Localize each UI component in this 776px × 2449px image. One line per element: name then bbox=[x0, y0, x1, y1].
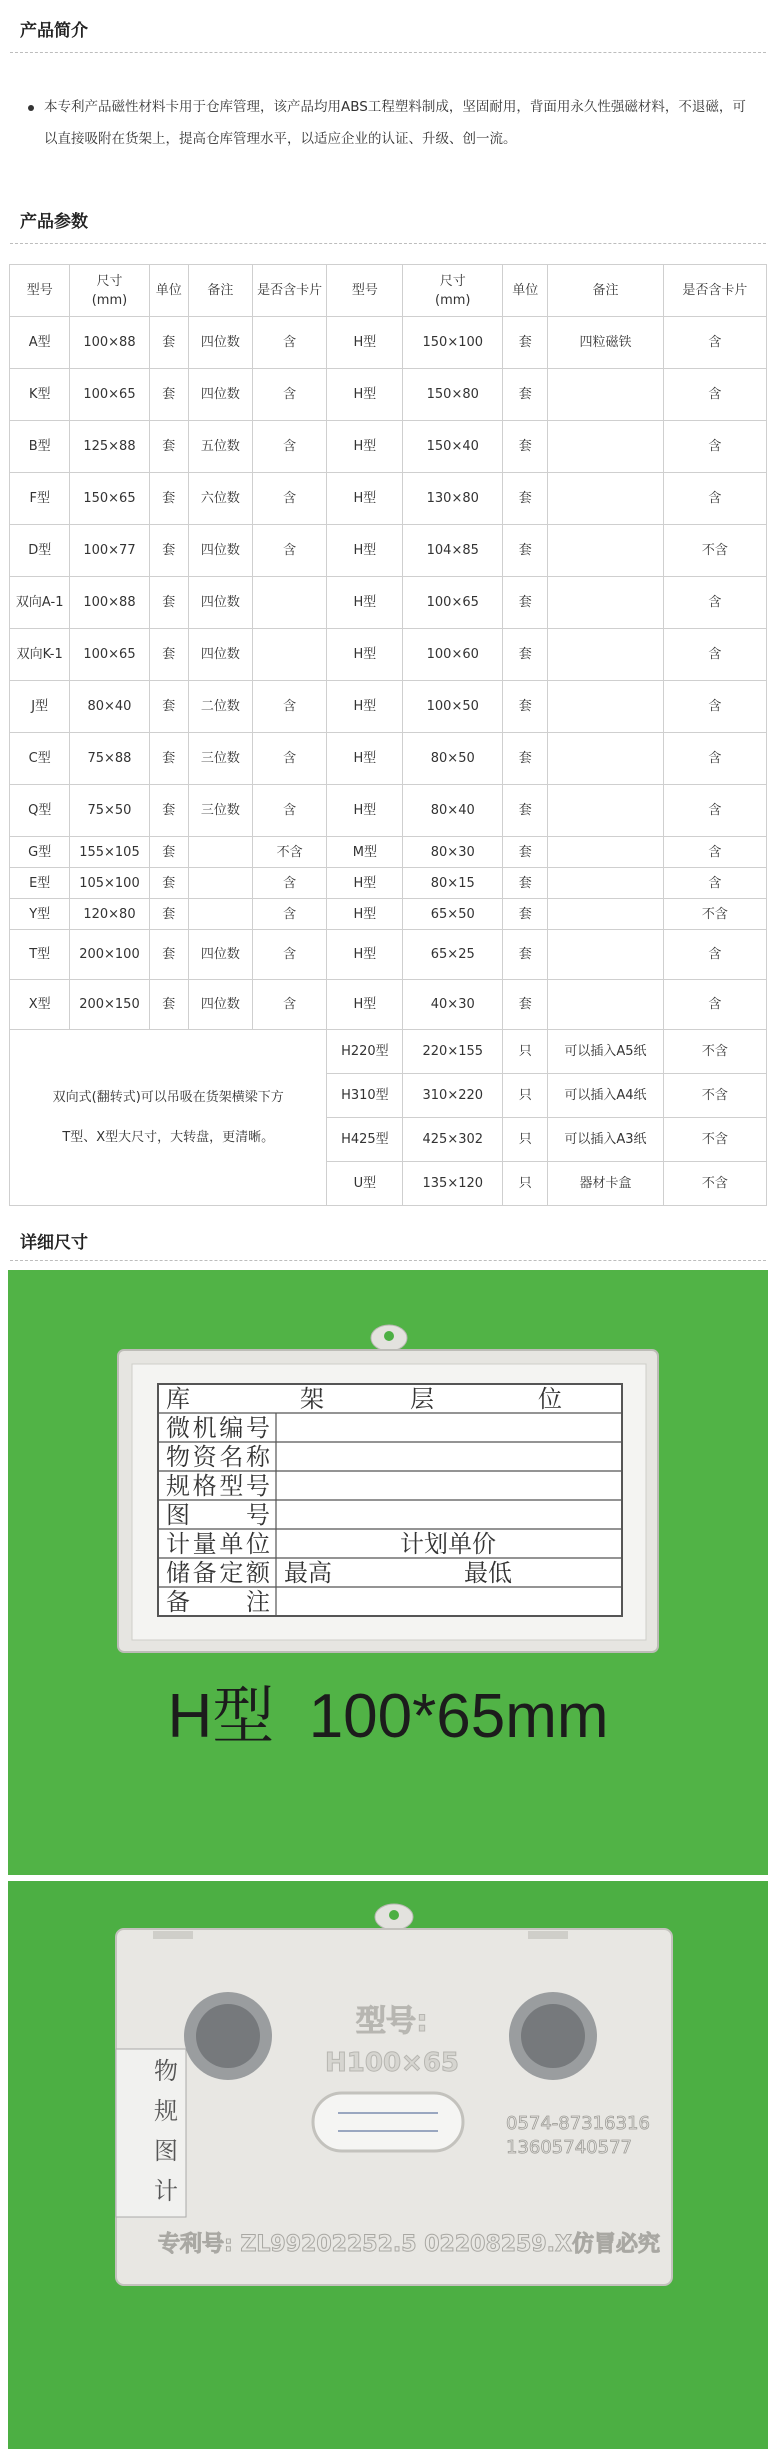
cell-size: 150×40 bbox=[403, 421, 503, 473]
cell-unit: 套 bbox=[149, 577, 189, 629]
cell-card: 含 bbox=[663, 629, 766, 681]
cell-card: 含 bbox=[663, 681, 766, 733]
card-field-label: 计量单位 bbox=[166, 1530, 270, 1558]
cell-card: 含 bbox=[252, 733, 327, 785]
cell-size: 80×40 bbox=[403, 785, 503, 837]
cell-note bbox=[189, 868, 253, 899]
caption-area bbox=[8, 1666, 768, 1755]
cell-model: D型 bbox=[10, 525, 70, 577]
bullet-icon bbox=[28, 105, 34, 111]
cell-model: H型 bbox=[327, 317, 403, 369]
cell-card bbox=[252, 577, 327, 629]
cell-card: 含 bbox=[663, 369, 766, 421]
cell-unit: 套 bbox=[503, 899, 548, 930]
cell-unit: 套 bbox=[503, 525, 548, 577]
cell-size: 65×50 bbox=[403, 899, 503, 930]
table-row bbox=[10, 681, 767, 733]
cell-model: A型 bbox=[10, 317, 70, 369]
cell-size: 100×65 bbox=[70, 369, 149, 421]
cell-note bbox=[548, 733, 663, 785]
card-field-label: 物资名称 bbox=[166, 1443, 270, 1471]
cell-card: 不含 bbox=[663, 1162, 766, 1206]
back-card-photo bbox=[8, 1881, 768, 2449]
hanger-hole bbox=[384, 1331, 394, 1341]
cell-size: 65×25 bbox=[403, 930, 503, 980]
cell-unit: 只 bbox=[503, 1162, 548, 1206]
card-row1-label: 位 bbox=[538, 1385, 562, 1413]
table-row bbox=[10, 868, 767, 899]
cell-unit: 套 bbox=[149, 930, 189, 980]
cell-card: 含 bbox=[663, 868, 766, 899]
table-row bbox=[10, 577, 767, 629]
magnet-right-core bbox=[521, 2004, 585, 2068]
cell-card: 含 bbox=[663, 733, 766, 785]
note-line: 双向式(翻转式)可以吊吸在货架横梁下方 bbox=[52, 1089, 284, 1105]
header-unit: 单位 bbox=[503, 265, 548, 317]
card-field-label: 储备定额 bbox=[166, 1559, 270, 1587]
cell-note: 五位数 bbox=[189, 421, 253, 473]
cell-note bbox=[548, 930, 663, 980]
table-row bbox=[10, 629, 767, 681]
cell-model: J型 bbox=[10, 681, 70, 733]
cell-note bbox=[548, 421, 663, 473]
table-row bbox=[10, 317, 767, 369]
cell-size: 100×60 bbox=[403, 629, 503, 681]
cell-size: 75×88 bbox=[70, 733, 149, 785]
cell-unit: 套 bbox=[149, 421, 189, 473]
cell-size: 200×150 bbox=[70, 980, 149, 1030]
table-row bbox=[10, 980, 767, 1030]
cell-card: 含 bbox=[252, 421, 327, 473]
cell-size: 135×120 bbox=[403, 1162, 503, 1206]
cell-unit: 套 bbox=[503, 473, 548, 525]
phone-text: 13605740577 bbox=[506, 2137, 632, 2158]
cell-size: 150×65 bbox=[70, 473, 149, 525]
model-value-text: H100×65 bbox=[325, 2048, 459, 2078]
cell-card: 含 bbox=[663, 980, 766, 1030]
cell-model: Y型 bbox=[10, 899, 70, 930]
section-title-detail: 详细尺寸 bbox=[20, 1233, 88, 1253]
table-row bbox=[10, 525, 767, 577]
cell-size: 80×40 bbox=[70, 681, 149, 733]
cell-note: 可以插入A5纸 bbox=[548, 1030, 663, 1074]
peek-label: 规 bbox=[154, 2097, 178, 2125]
cell-note bbox=[548, 899, 663, 930]
divider bbox=[10, 243, 766, 244]
cell-size: 105×100 bbox=[70, 868, 149, 899]
cell-model: B型 bbox=[10, 421, 70, 473]
cell-unit: 套 bbox=[503, 785, 548, 837]
cell-unit: 套 bbox=[503, 681, 548, 733]
hanger-hole bbox=[389, 1910, 399, 1920]
cell-unit: 只 bbox=[503, 1118, 548, 1162]
cell-unit: 套 bbox=[149, 473, 189, 525]
cell-card: 含 bbox=[252, 930, 327, 980]
cell-model: C型 bbox=[10, 733, 70, 785]
cell-unit: 套 bbox=[149, 868, 189, 899]
cell-note bbox=[548, 837, 663, 868]
cell-unit: 套 bbox=[149, 369, 189, 421]
section-title-params: 产品参数 bbox=[20, 212, 88, 232]
cell-size: 100×88 bbox=[70, 317, 149, 369]
model-label-text: 型号: bbox=[356, 2004, 428, 2039]
cell-note bbox=[548, 785, 663, 837]
magnet-left-core bbox=[196, 2004, 260, 2068]
cell-model: H220型 bbox=[327, 1030, 403, 1074]
cell-card: 含 bbox=[252, 317, 327, 369]
cell-note bbox=[548, 980, 663, 1030]
peek-label: 图 bbox=[154, 2137, 178, 2165]
cell-size: 100×77 bbox=[70, 525, 149, 577]
cell-model: H型 bbox=[327, 525, 403, 577]
cell-size: 125×88 bbox=[70, 421, 149, 473]
cell-unit: 套 bbox=[503, 837, 548, 868]
peek-label: 计 bbox=[154, 2177, 178, 2205]
cell-unit: 套 bbox=[503, 317, 548, 369]
cell-card: 含 bbox=[252, 868, 327, 899]
cell-note bbox=[548, 868, 663, 899]
clip-tab bbox=[153, 1931, 193, 1939]
product-photo-front bbox=[8, 1270, 768, 1875]
cell-unit: 套 bbox=[149, 837, 189, 868]
cell-note bbox=[548, 629, 663, 681]
cell-model: H型 bbox=[327, 733, 403, 785]
cell-model: E型 bbox=[10, 868, 70, 899]
cell-card: 含 bbox=[252, 473, 327, 525]
cell-unit: 套 bbox=[149, 525, 189, 577]
cell-unit: 套 bbox=[503, 369, 548, 421]
header-note: 备注 bbox=[189, 265, 253, 317]
cell-model: H型 bbox=[327, 577, 403, 629]
cell-unit: 只 bbox=[503, 1030, 548, 1074]
cell-size: 40×30 bbox=[403, 980, 503, 1030]
cell-note: 可以插入A4纸 bbox=[548, 1074, 663, 1118]
table-row bbox=[10, 1030, 767, 1074]
header-card: 是否含卡片 bbox=[252, 265, 327, 317]
cell-size: 200×100 bbox=[70, 930, 149, 980]
phone-text: 0574-87316316 bbox=[506, 2113, 650, 2134]
cell-model: Q型 bbox=[10, 785, 70, 837]
cell-card: 不含 bbox=[663, 899, 766, 930]
cell-model: H型 bbox=[327, 629, 403, 681]
size-caption: H型 100*65mm bbox=[167, 1682, 609, 1751]
cell-size: 310×220 bbox=[403, 1074, 503, 1118]
cell-card: 不含 bbox=[663, 1074, 766, 1118]
cell-size: 75×50 bbox=[70, 785, 149, 837]
cell-note bbox=[189, 899, 253, 930]
table-row bbox=[10, 930, 767, 980]
table-row bbox=[10, 899, 767, 930]
card-min-label: 最低 bbox=[464, 1559, 512, 1587]
cell-note: 四位数 bbox=[189, 629, 253, 681]
cell-unit: 套 bbox=[149, 899, 189, 930]
cell-note: 四位数 bbox=[189, 317, 253, 369]
cell-card: 含 bbox=[252, 369, 327, 421]
card-field-label: 图 号 bbox=[166, 1501, 270, 1529]
card-row1-label: 架 bbox=[300, 1385, 324, 1413]
cell-size: 425×302 bbox=[403, 1118, 503, 1162]
cell-size: 80×30 bbox=[403, 837, 503, 868]
window-slot bbox=[313, 2093, 463, 2151]
cell-model: M型 bbox=[327, 837, 403, 868]
cell-note: 四位数 bbox=[189, 577, 253, 629]
note-line: T型、X型大尺寸，大转盘，更清晰。 bbox=[62, 1129, 275, 1145]
cell-model: H型 bbox=[327, 980, 403, 1030]
header-unit: 单位 bbox=[149, 265, 189, 317]
table-header-row bbox=[10, 265, 767, 317]
cell-note: 二位数 bbox=[189, 681, 253, 733]
cell-note: 三位数 bbox=[189, 733, 253, 785]
cell-note: 器材卡盒 bbox=[548, 1162, 663, 1206]
cell-size: 120×80 bbox=[70, 899, 149, 930]
cell-size: 104×85 bbox=[403, 525, 503, 577]
card-max-label: 最高 bbox=[284, 1559, 332, 1587]
cell-size: 155×105 bbox=[70, 837, 149, 868]
cell-model: H型 bbox=[327, 473, 403, 525]
cell-note bbox=[548, 681, 663, 733]
cell-note: 三位数 bbox=[189, 785, 253, 837]
cell-size: 220×155 bbox=[403, 1030, 503, 1074]
cell-model: H型 bbox=[327, 421, 403, 473]
cell-note bbox=[548, 369, 663, 421]
cell-note: 四位数 bbox=[189, 930, 253, 980]
header-size-label: 尺寸 (mm) bbox=[91, 273, 128, 308]
cell-card: 含 bbox=[663, 837, 766, 868]
section-title-intro: 产品简介 bbox=[20, 21, 88, 41]
card-field-label: 备 注 bbox=[166, 1588, 270, 1616]
cell-unit: 套 bbox=[149, 681, 189, 733]
cell-unit: 套 bbox=[503, 733, 548, 785]
intro-block bbox=[0, 53, 776, 191]
cell-unit: 套 bbox=[503, 629, 548, 681]
cell-model: H型 bbox=[327, 681, 403, 733]
cell-card bbox=[252, 629, 327, 681]
cell-card: 含 bbox=[663, 317, 766, 369]
cell-note: 四位数 bbox=[189, 525, 253, 577]
cell-note bbox=[189, 837, 253, 868]
cell-model: X型 bbox=[10, 980, 70, 1030]
cell-card: 含 bbox=[252, 899, 327, 930]
cell-model: F型 bbox=[10, 473, 70, 525]
table-row bbox=[10, 733, 767, 785]
cell-size: 150×100 bbox=[403, 317, 503, 369]
cell-unit: 套 bbox=[503, 421, 548, 473]
patent-text: 专利号: ZL99202252.5 02208259.X仿冒必究 bbox=[158, 2232, 660, 2257]
cell-card: 含 bbox=[252, 980, 327, 1030]
params-table bbox=[9, 264, 767, 1206]
cell-note bbox=[548, 473, 663, 525]
cell-model: 双向A-1 bbox=[10, 577, 70, 629]
cell-note: 六位数 bbox=[189, 473, 253, 525]
card-row1-label: 层 bbox=[410, 1385, 434, 1413]
cell-unit: 套 bbox=[149, 629, 189, 681]
cell-card: 不含 bbox=[663, 525, 766, 577]
cell-unit: 套 bbox=[149, 733, 189, 785]
card-row1-label: 库 bbox=[166, 1385, 190, 1413]
cell-model: 双向K-1 bbox=[10, 629, 70, 681]
card-field-label: 规格型号 bbox=[166, 1472, 270, 1500]
header-model: 型号 bbox=[10, 265, 70, 317]
cell-size: 100×65 bbox=[70, 629, 149, 681]
cell-unit: 套 bbox=[149, 980, 189, 1030]
table-row bbox=[10, 421, 767, 473]
cell-unit: 套 bbox=[503, 868, 548, 899]
peek-label: 物 bbox=[154, 2057, 178, 2085]
cell-card: 不含 bbox=[252, 837, 327, 868]
header-size bbox=[403, 265, 503, 317]
cell-unit: 套 bbox=[149, 317, 189, 369]
table-row bbox=[10, 473, 767, 525]
cell-note: 四位数 bbox=[189, 980, 253, 1030]
cell-size: 80×15 bbox=[403, 868, 503, 899]
header-note: 备注 bbox=[548, 265, 663, 317]
cell-note: 可以插入A3纸 bbox=[548, 1118, 663, 1162]
table-row bbox=[10, 369, 767, 421]
cell-size: 100×50 bbox=[403, 681, 503, 733]
cell-card: 含 bbox=[252, 525, 327, 577]
cell-card: 含 bbox=[663, 930, 766, 980]
cell-card: 含 bbox=[663, 421, 766, 473]
cell-size: 80×50 bbox=[403, 733, 503, 785]
cell-model: G型 bbox=[10, 837, 70, 868]
cell-model: U型 bbox=[327, 1162, 403, 1206]
cell-model: H425型 bbox=[327, 1118, 403, 1162]
product-photo-back bbox=[8, 1881, 768, 2449]
cell-model: H型 bbox=[327, 899, 403, 930]
cell-unit: 套 bbox=[149, 785, 189, 837]
cell-card: 不含 bbox=[663, 1118, 766, 1162]
header-size bbox=[70, 265, 149, 317]
cell-size: 130×80 bbox=[403, 473, 503, 525]
cell-unit: 套 bbox=[503, 930, 548, 980]
cell-card: 含 bbox=[252, 681, 327, 733]
cell-card: 含 bbox=[252, 785, 327, 837]
table-row bbox=[10, 785, 767, 837]
cell-note: 四位数 bbox=[189, 369, 253, 421]
table-row bbox=[10, 837, 767, 868]
cell-size: 100×65 bbox=[403, 577, 503, 629]
intro-text: 本专利产品磁性材料卡用于仓库管理，该产品均用ABS工程塑料制成，坚固耐用，背面用永久性强磁材料，不退磁，可以直接吸附在货架上，提高仓库管理水平，以适应企业的认证、升级、创一流。 bbox=[44, 99, 746, 147]
cell-unit: 只 bbox=[503, 1074, 548, 1118]
cell-size: 150×80 bbox=[403, 369, 503, 421]
table-note bbox=[10, 1030, 327, 1206]
cell-model: H310型 bbox=[327, 1074, 403, 1118]
cell-model: K型 bbox=[10, 369, 70, 421]
cell-model: H型 bbox=[327, 868, 403, 899]
clip-tab bbox=[528, 1931, 568, 1939]
cell-note: 四粒磁铁 bbox=[548, 317, 663, 369]
cell-size: 100×88 bbox=[70, 577, 149, 629]
cell-model: T型 bbox=[10, 930, 70, 980]
cell-note bbox=[548, 525, 663, 577]
cell-note bbox=[548, 577, 663, 629]
cell-card: 含 bbox=[663, 785, 766, 837]
header-size-label: 尺寸 (mm) bbox=[435, 273, 471, 308]
card-field-label: 微机编号 bbox=[166, 1414, 270, 1442]
header-model: 型号 bbox=[327, 265, 403, 317]
cell-model: H型 bbox=[327, 369, 403, 421]
cell-card: 含 bbox=[663, 577, 766, 629]
divider bbox=[10, 1260, 766, 1261]
cell-unit: 套 bbox=[503, 980, 548, 1030]
front-card-photo bbox=[8, 1270, 768, 1875]
header-card: 是否含卡片 bbox=[663, 265, 766, 317]
card-plan-label: 计划单价 bbox=[400, 1530, 496, 1558]
cell-unit: 套 bbox=[503, 577, 548, 629]
cell-card: 不含 bbox=[663, 1030, 766, 1074]
cell-model: H型 bbox=[327, 785, 403, 837]
cell-card: 含 bbox=[663, 473, 766, 525]
cell-model: H型 bbox=[327, 930, 403, 980]
